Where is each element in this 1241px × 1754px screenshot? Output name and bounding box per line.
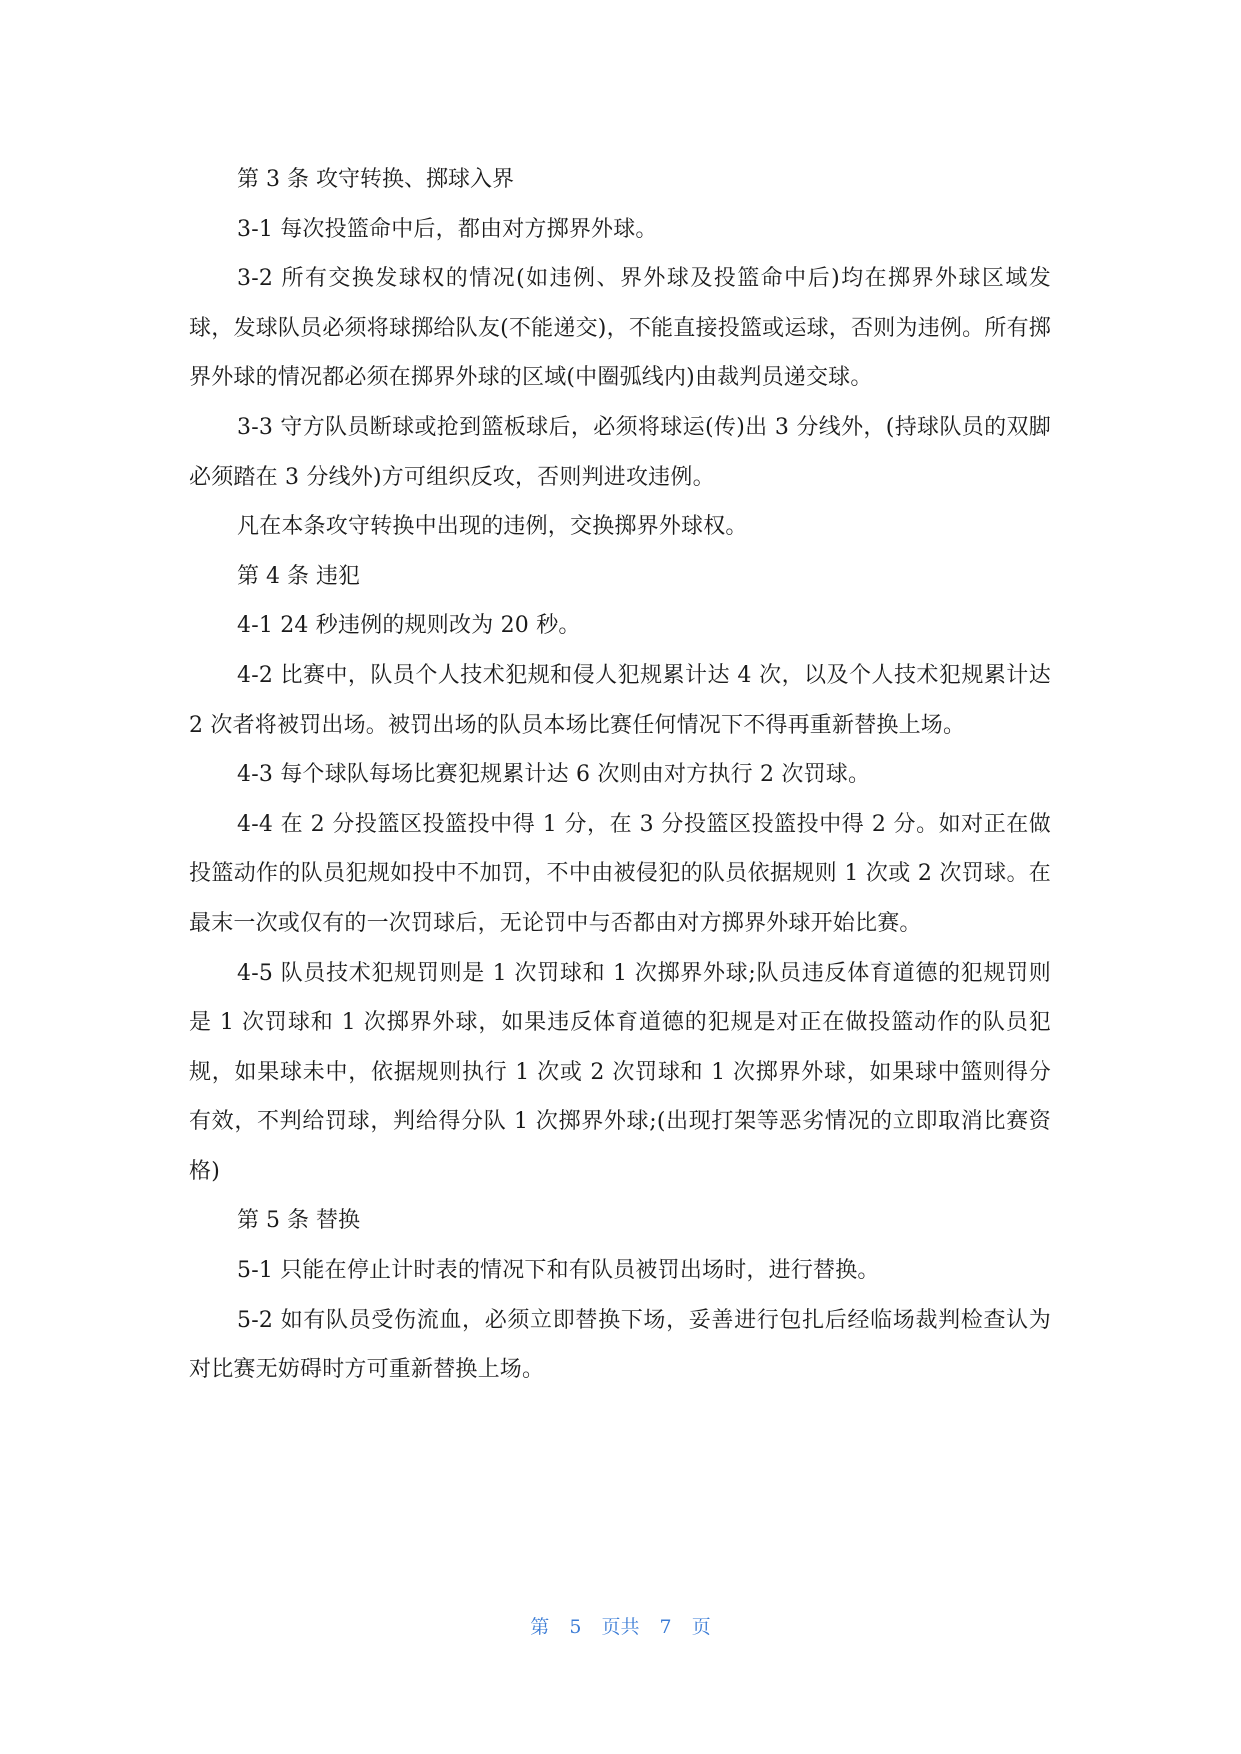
section-heading: 第 3 条 攻守转换、掷球入界 [237, 167, 514, 192]
paragraph: 4-5 队员技术犯规罚则是 1 次罚球和 1 次掷界外球;队员违反体育道德的犯规罚则是 1 次罚球和 1 次掷界外球，如果违反体育道德的犯规是对正在做投篮动作的队员犯规，如果球未中，依据规则执行 1 次或 2 次罚球和 1 次掷界外球，如果球中篮则得分有效，不判给罚球，判给得分队 1 次掷界外球;(出现打架等恶劣情况的立即取消比赛资格) [189, 960, 1051, 1184]
document-body [189, 155, 1051, 1395]
footer-middle: 页共 [601, 1616, 640, 1638]
paragraph: 凡在本条攻守转换中出现的违例，交换掷界外球权。 [237, 514, 748, 540]
paragraph: 3-1 每次投篮命中后，都由对方掷界外球。 [237, 216, 658, 242]
paragraph: 5-1 只能在停止计时表的情况下和有队员被罚出场时，进行替换。 [237, 1258, 880, 1284]
section-heading: 第 5 条 替换 [237, 1208, 360, 1234]
paragraph: 3-2 所有交换发球权的情况(如违例、界外球及投篮命中后)均在掷界外球区域发球，发球队员必须将球掷给队友(不能递交)，不能直接投篮或运球，否则为违例。所有掷界外球的情况都必须在掷界外球的区域(中圈弧线内)由裁判员递交球。 [189, 266, 1051, 391]
paragraph: 4-1 24 秒违例的规则改为 20 秒。 [237, 613, 581, 639]
paragraph: 3-3 守方队员断球或抢到篮板球后，必须将球运(传)出 3 分线外，(持球队员的双脚必须踏在 3 分线外)方可组织反攻，否则判进攻违例。 [189, 414, 1051, 490]
footer-suffix: 页 [691, 1616, 711, 1638]
section-heading: 第 4 条 违犯 [237, 563, 360, 589]
current-page-number: 5 [569, 1616, 582, 1638]
total-pages-number: 7 [659, 1616, 672, 1638]
paragraph: 5-2 如有队员受伤流血，必须立即替换下场，妥善进行包扎后经临场裁判检查认为对比赛无妨碍时方可重新替换上场。 [189, 1307, 1051, 1383]
paragraph: 4-3 每个球队每场比赛犯规累计达 6 次则由对方执行 2 次罚球。 [237, 762, 871, 788]
page-footer [0, 1612, 1241, 1639]
footer-prefix: 第 [530, 1616, 550, 1638]
paragraph: 4-2 比赛中，队员个人技术犯规和侵人犯规累计达 4 次，以及个人技术犯规累计达 2 次者将被罚出场。被罚出场的队员本场比赛任何情况下不得再重新替换上场。 [189, 662, 1051, 738]
paragraph: 4-4 在 2 分投篮区投篮投中得 1 分，在 3 分投篮区投篮投中得 2 分。如对正在做投篮动作的队员犯规如投中不加罚，不中由被侵犯的队员依据规则 1 次或 2 次罚球。在最末一次或仅有的一次罚球后，无论罚中与否都由对方掷界外球开始比赛。 [189, 811, 1051, 936]
